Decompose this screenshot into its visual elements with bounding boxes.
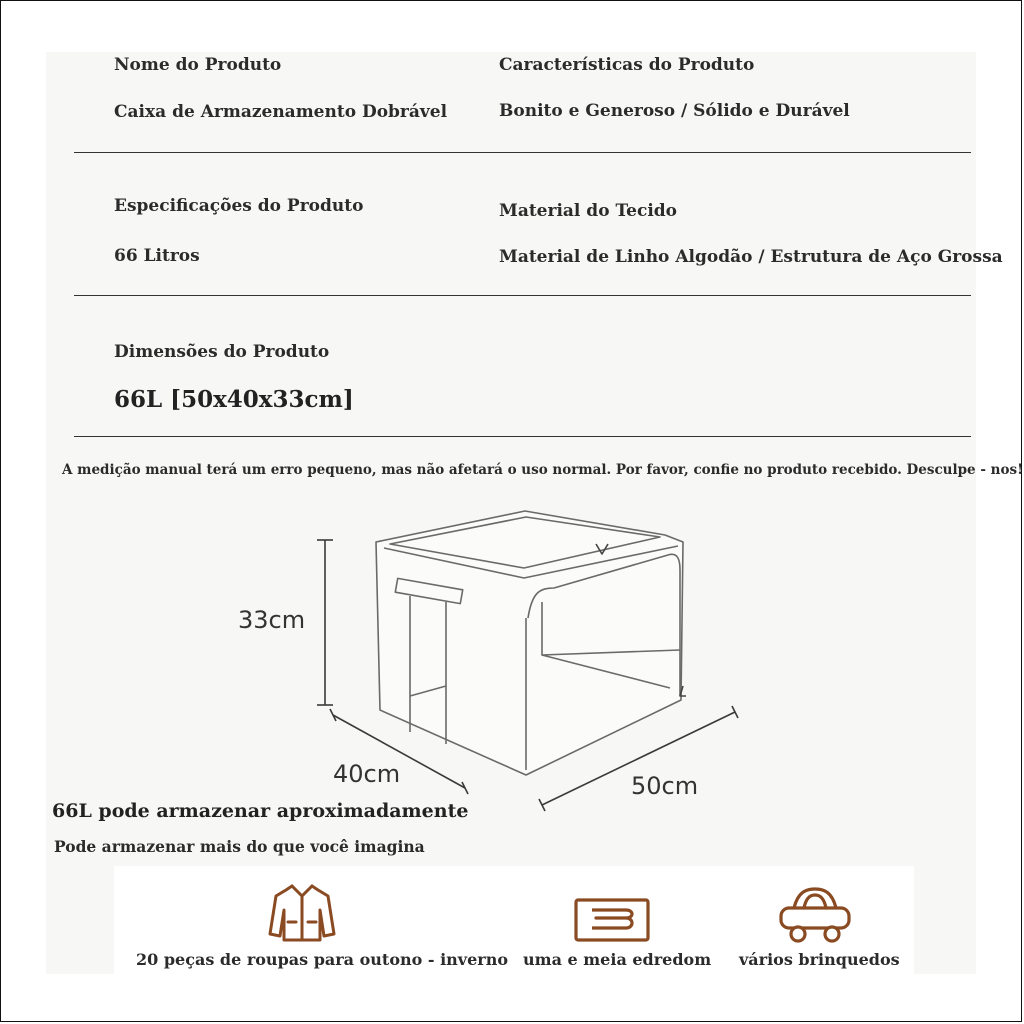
divider [74, 295, 971, 296]
fabric-label: Material do Tecido [499, 201, 678, 221]
car-icon [778, 886, 852, 944]
capacity-subtitle: Pode armazenar mais do que você imagina [54, 837, 425, 856]
width-label: 50cm [631, 772, 699, 800]
jacket-icon [266, 882, 338, 944]
height-label: 33cm [238, 606, 306, 634]
spec-label: Especificações do Produto [114, 196, 364, 216]
capacity-title: 66L pode armazenar aproximadamente [52, 800, 469, 822]
dims-value: 66L [50x40x33cm] [114, 386, 354, 413]
item-label: 20 peças de roupas para outono - inverno [136, 950, 508, 969]
item-label: vários brinquedos [739, 950, 900, 969]
product-name-label: Nome do Produto [114, 55, 282, 75]
product-name-value: Caixa de Armazenamento Dobrável [114, 102, 448, 122]
fabric-value: Material de Linho Algodão / Estrutura de Aço Grossa [499, 247, 1003, 267]
features-value: Bonito e Generoso / Sólido e Durável [499, 101, 850, 121]
features-label: Características do Produto [499, 55, 755, 75]
dims-label: Dimensões do Produto [114, 342, 330, 362]
spec-value: 66 Litros [114, 246, 200, 266]
item-label: uma e meia edredom [523, 950, 712, 969]
divider [74, 152, 971, 153]
measurement-note: A medição manual terá um erro pequeno, mas não afetará o uso normal. Por favor, confie no produto recebido. Desculpe - nos! [62, 462, 1023, 478]
divider [74, 436, 971, 437]
quilt-icon [574, 898, 650, 942]
depth-label: 40cm [333, 760, 401, 788]
